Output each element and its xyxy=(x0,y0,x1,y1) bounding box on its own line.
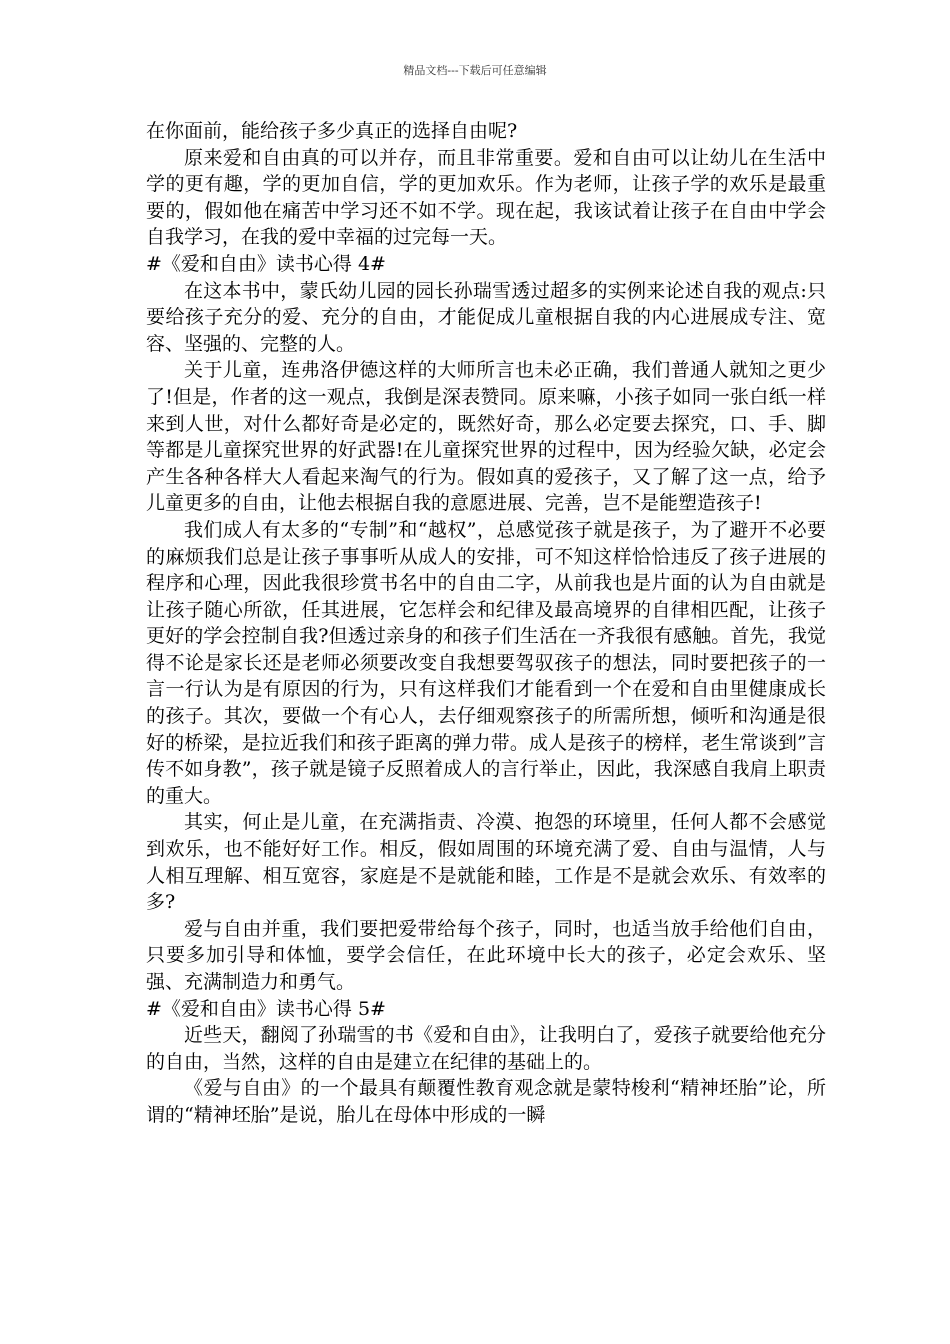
paragraph: 近些天，翻阅了孙瑞雪的书《爱和自由》，让我明白了，爱孩子就要给他充分的自由，当然，这样的自由是建立在纪律的基础上的。 xyxy=(146,1024,826,1073)
paragraph-continuation: 在你面前，能给孩子多少真正的选择自由呢? xyxy=(146,120,518,142)
paragraph: 爱与自由并重，我们要把爱带给每个孩子，同时，也适当放手给他们自由，只要多加引导和体恤，要学会信任，在此环境中长大的孩子，必定会欢乐、坚强、充满制造力和勇气。 xyxy=(146,917,826,993)
paragraph: 关于儿童，连弗洛伊德这样的大师所言也未必正确，我们普通人就知之更少了!但是，作者的这一观点，我倒是深表赞同。原来嘛，小孩子如同一张白纸一样来到人世，对什么都好奇是必定的，既然好奇，那么必定要去探究，口、手、脚等都是儿童探究世界的好武器!在儿童探究世界的过程中，因为经验欠缺，必定会产生各种各样大人看起来淘气的行为。假如真的爱孩子，又了解了这一点，给予儿童更多的自由，让他去根据自我的意愿进展、完善，岂不是能塑造孩子! xyxy=(146,359,826,515)
paragraph: 其实，何止是儿童，在充满指责、冷漠、抱怨的环境里，任何人都不会感觉到欢乐，也不能好好工作。相反，假如周围的环境充满了爱、自由与温情，人与人相互理解、相互宽容，家庭是不是就能和睦，工作是不是就会欢乐、有效率的多? xyxy=(146,811,826,914)
section-heading: #《爱和自由》读书心得 5# xyxy=(146,997,386,1020)
paragraph: 原来爱和自由真的可以并存，而且非常重要。爱和自由可以让幼儿在生活中学的更有趣，学的更加自信，学的更加欢乐。作为老师，让孩子学的欢乐是最重要的，假如他在痛苦中学习还不如不学。现在起，我该试着让孩子在自由中学会自我学习，在我的爱中幸福的过完每一天。 xyxy=(146,146,826,249)
paragraph: 在这本书中，蒙氏幼儿园的园长孙瑞雪透过超多的实例来论述自我的观点:只要给孩子充分的爱、充分的自由，才能促成儿童根据自我的内心进展成专注、宽容、坚强的、完整的人。 xyxy=(146,279,826,355)
page-header: 精品文档---下载后可任意编辑 xyxy=(403,64,547,77)
paragraph: 《爱与自由》的一个最具有颠覆性教育观念就是蒙特梭利“精神坯胎”论，所谓的“精神坯胎”是说，胎儿在母体中形成的一瞬 xyxy=(146,1077,826,1126)
document-body xyxy=(146,118,826,1129)
paragraph: 我们成人有太多的“专制”和“越权”，总感觉孩子就是孩子，为了避开不必要的麻烦我们总是让孩子事事听从成人的安排，可不知这样恰恰违反了孩子进展的程序和心理，因此我很珍赏书名中的自由二字，从前我也是片面的认为自由就是让孩子随心所欲，任其进展，它怎样会和纪律及最高境界的自律相匹配，让孩子更好的学会控制自我?但透过亲身的和孩子们生活在一齐我很有感触。首先，我觉得不论是家长还是老师必须要改变自我想要驾驭孩子的想法，同时要把孩子的一言一行认为是有原因的行为，只有这样我们才能看到一个在爱和自由里健康成长的孩子。其次，要做一个有心人，去仔细观察孩子的所需所想，倾听和沟通是很好的桥梁，是拉近我们和孩子距离的弹力带。成人是孩子的榜样，老生常谈到”言传不如身教”，孩子就是镜子反照着成人的言行举止，因此，我深感自我肩上职责的重大。 xyxy=(146,518,826,807)
section-heading: #《爱和自由》读书心得 4# xyxy=(146,252,386,275)
